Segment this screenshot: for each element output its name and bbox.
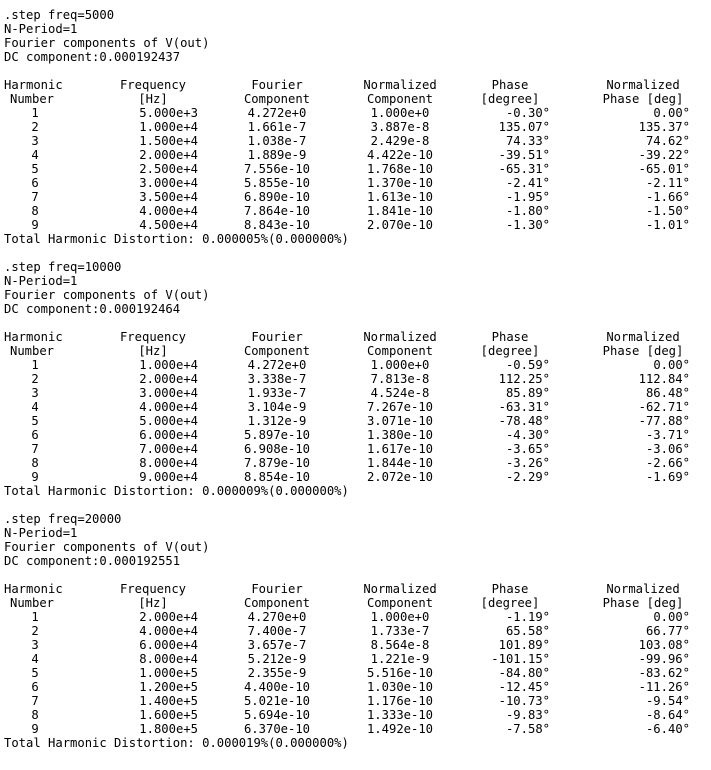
normalized-phase-value: 0.00° bbox=[653, 106, 690, 120]
normalized-component: 7.813e-8 bbox=[370, 372, 430, 386]
normalized-component: 1.613e-10 bbox=[366, 190, 434, 204]
normalized-phase-value: -65.01° bbox=[638, 162, 690, 176]
harmonic-number: 8 bbox=[31, 708, 39, 722]
col-fourier-subheader: Component bbox=[243, 596, 311, 610]
table-header-row-2 bbox=[0, 344, 711, 358]
table-row bbox=[0, 442, 711, 456]
table-row bbox=[0, 694, 711, 708]
frequency-value: 2.000e+4 bbox=[139, 372, 198, 386]
fourier-component: 3.657e-7 bbox=[247, 638, 307, 652]
table-row bbox=[0, 470, 711, 484]
fourier-component: 7.400e-7 bbox=[247, 624, 307, 638]
step-line: .step freq=20000 bbox=[4, 512, 122, 526]
fourier-run-block bbox=[0, 260, 711, 498]
harmonic-number: 9 bbox=[31, 218, 39, 232]
col-harmonic-header: Harmonic bbox=[4, 330, 63, 344]
normalized-component: 1.030e-10 bbox=[366, 680, 434, 694]
normalized-component: 1.844e-10 bbox=[366, 456, 434, 470]
phase-value: -0.30° bbox=[505, 106, 550, 120]
fourier-component: 6.370e-10 bbox=[243, 722, 311, 736]
col-norm-phase-subheader: Phase [deg] bbox=[602, 92, 684, 106]
col-norm-phase-subheader: Phase [deg] bbox=[602, 344, 684, 358]
frequency-value: 1.200e+5 bbox=[139, 680, 198, 694]
col-normalized-header: Normalized bbox=[363, 330, 437, 344]
frequency-value: 3.000e+4 bbox=[139, 386, 198, 400]
fourier-component: 1.312e-9 bbox=[247, 414, 307, 428]
harmonic-number: 4 bbox=[31, 400, 39, 414]
col-harmonic-subheader: Number bbox=[10, 344, 55, 358]
normalized-component: 1.333e-10 bbox=[366, 708, 434, 722]
table-row bbox=[0, 638, 711, 652]
col-norm-phase-header: Normalized bbox=[606, 78, 680, 92]
frequency-value: 4.000e+4 bbox=[139, 400, 198, 414]
col-norm-phase-subheader: Phase [deg] bbox=[602, 596, 684, 610]
table-row bbox=[0, 134, 711, 148]
col-harmonic-header: Harmonic bbox=[4, 582, 63, 596]
phase-value: -2.41° bbox=[505, 176, 550, 190]
table-row bbox=[0, 624, 711, 638]
fourier-component: 4.400e-10 bbox=[243, 680, 311, 694]
harmonic-number: 4 bbox=[31, 148, 39, 162]
frequency-value: 4.500e+4 bbox=[139, 218, 198, 232]
normalized-component: 7.267e-10 bbox=[366, 400, 434, 414]
phase-value: -65.31° bbox=[498, 162, 550, 176]
harmonic-number: 7 bbox=[31, 442, 39, 456]
normalized-phase-value: -77.88° bbox=[638, 414, 690, 428]
frequency-value: 1.400e+5 bbox=[139, 694, 198, 708]
phase-value: -0.59° bbox=[505, 358, 550, 372]
table-rows bbox=[0, 610, 711, 736]
col-norm-phase-header: Normalized bbox=[606, 582, 680, 596]
fourier-title: Fourier components of V(out) bbox=[4, 36, 210, 50]
normalized-phase-value: -3.06° bbox=[645, 442, 690, 456]
frequency-value: 1.500e+4 bbox=[139, 134, 198, 148]
normalized-component: 3.887e-8 bbox=[370, 120, 430, 134]
phase-value: -84.80° bbox=[498, 666, 550, 680]
harmonic-number: 6 bbox=[31, 428, 39, 442]
normalized-component: 1.380e-10 bbox=[366, 428, 434, 442]
normalized-component: 1.617e-10 bbox=[366, 442, 434, 456]
normalized-component: 1.000e+0 bbox=[370, 358, 430, 372]
col-normalized-header: Normalized bbox=[363, 582, 437, 596]
step-line: .step freq=5000 bbox=[4, 8, 115, 22]
table-rows bbox=[0, 106, 711, 232]
phase-value: -1.95° bbox=[505, 190, 550, 204]
thd-line: Total Harmonic Distortion: 0.000019%(0.000000%) bbox=[4, 736, 349, 750]
col-frequency-header: Frequency bbox=[119, 582, 187, 596]
frequency-value: 4.000e+4 bbox=[139, 624, 198, 638]
frequency-value: 8.000e+4 bbox=[139, 456, 198, 470]
col-frequency-subheader: [Hz] bbox=[138, 92, 168, 106]
col-fourier-header: Fourier bbox=[251, 330, 303, 344]
table-row bbox=[0, 708, 711, 722]
phase-value: -10.73° bbox=[498, 694, 550, 708]
normalized-component: 1.841e-10 bbox=[366, 204, 434, 218]
table-row bbox=[0, 190, 711, 204]
dc-component: DC component:0.000192464 bbox=[4, 302, 181, 316]
fourier-component: 4.272e+0 bbox=[247, 106, 307, 120]
col-normalized-subheader: Component bbox=[366, 344, 434, 358]
frequency-value: 2.500e+4 bbox=[139, 162, 198, 176]
normalized-phase-value: -1.66° bbox=[645, 190, 690, 204]
col-harmonic-subheader: Number bbox=[10, 92, 55, 106]
frequency-value: 2.000e+4 bbox=[139, 610, 198, 624]
phase-value: -9.83° bbox=[505, 708, 550, 722]
col-frequency-header: Frequency bbox=[119, 330, 187, 344]
step-line: .step freq=10000 bbox=[4, 260, 122, 274]
fourier-component: 7.556e-10 bbox=[243, 162, 311, 176]
table-header-row-2 bbox=[0, 92, 711, 106]
normalized-component: 1.221e-9 bbox=[370, 652, 430, 666]
col-fourier-subheader: Component bbox=[243, 344, 311, 358]
table-row bbox=[0, 148, 711, 162]
fourier-component: 5.855e-10 bbox=[243, 176, 311, 190]
normalized-component: 1.492e-10 bbox=[366, 722, 434, 736]
harmonic-number: 2 bbox=[31, 120, 39, 134]
harmonic-number: 7 bbox=[31, 694, 39, 708]
frequency-value: 4.000e+4 bbox=[139, 204, 198, 218]
normalized-component: 1.000e+0 bbox=[370, 106, 430, 120]
fourier-run-block bbox=[0, 8, 711, 246]
normalized-component: 1.768e-10 bbox=[366, 162, 434, 176]
normalized-phase-value: -2.11° bbox=[645, 176, 690, 190]
frequency-value: 3.500e+4 bbox=[139, 190, 198, 204]
col-phase-header: Phase bbox=[491, 78, 529, 92]
fourier-component: 1.038e-7 bbox=[247, 134, 307, 148]
phase-value: -3.65° bbox=[505, 442, 550, 456]
col-phase-header: Phase bbox=[491, 330, 529, 344]
normalized-component: 2.070e-10 bbox=[366, 218, 434, 232]
normalized-component: 3.071e-10 bbox=[366, 414, 434, 428]
table-row bbox=[0, 358, 711, 372]
fourier-component: 7.879e-10 bbox=[243, 456, 311, 470]
normalized-phase-value: 112.84° bbox=[638, 372, 690, 386]
fourier-title: Fourier components of V(out) bbox=[4, 540, 210, 554]
col-frequency-subheader: [Hz] bbox=[138, 596, 168, 610]
col-harmonic-subheader: Number bbox=[10, 596, 55, 610]
normalized-phase-value: 0.00° bbox=[653, 610, 690, 624]
fourier-component: 5.897e-10 bbox=[243, 428, 311, 442]
normalized-component: 1.176e-10 bbox=[366, 694, 434, 708]
frequency-value: 1.000e+4 bbox=[139, 120, 198, 134]
fourier-component: 1.889e-9 bbox=[247, 148, 307, 162]
period-line: N-Period=1 bbox=[4, 22, 78, 36]
table-row bbox=[0, 400, 711, 414]
harmonic-number: 8 bbox=[31, 204, 39, 218]
phase-value: -1.19° bbox=[505, 610, 550, 624]
phase-value: -12.45° bbox=[498, 680, 550, 694]
harmonic-number: 9 bbox=[31, 470, 39, 484]
phase-value: -1.80° bbox=[505, 204, 550, 218]
col-normalized-subheader: Component bbox=[366, 596, 434, 610]
frequency-value: 7.000e+4 bbox=[139, 442, 198, 456]
table-row bbox=[0, 106, 711, 120]
col-fourier-header: Fourier bbox=[251, 78, 303, 92]
harmonic-number: 8 bbox=[31, 456, 39, 470]
fourier-component: 6.890e-10 bbox=[243, 190, 311, 204]
phase-value: 85.89° bbox=[505, 386, 550, 400]
table-row bbox=[0, 666, 711, 680]
normalized-phase-value: -1.50° bbox=[645, 204, 690, 218]
frequency-value: 1.000e+5 bbox=[139, 666, 198, 680]
table-header-row-2 bbox=[0, 596, 711, 610]
normalized-phase-value: -99.96° bbox=[638, 652, 690, 666]
harmonic-number: 1 bbox=[31, 610, 39, 624]
harmonic-number: 1 bbox=[31, 358, 39, 372]
fourier-component: 8.843e-10 bbox=[243, 218, 311, 232]
phase-value: -4.30° bbox=[505, 428, 550, 442]
normalized-phase-value: -39.22° bbox=[638, 148, 690, 162]
table-row bbox=[0, 722, 711, 736]
phase-value: 74.33° bbox=[505, 134, 550, 148]
normalized-component: 4.524e-8 bbox=[370, 386, 430, 400]
normalized-phase-value: -2.66° bbox=[645, 456, 690, 470]
col-frequency-subheader: [Hz] bbox=[138, 344, 168, 358]
table-header-row-1 bbox=[0, 330, 711, 344]
fourier-component: 4.272e+0 bbox=[247, 358, 307, 372]
col-harmonic-header: Harmonic bbox=[4, 78, 63, 92]
table-rows bbox=[0, 358, 711, 484]
frequency-value: 5.000e+3 bbox=[139, 106, 198, 120]
fourier-component: 2.355e-9 bbox=[247, 666, 307, 680]
phase-value: 101.89° bbox=[498, 638, 550, 652]
harmonic-number: 1 bbox=[31, 106, 39, 120]
frequency-value: 1.600e+5 bbox=[139, 708, 198, 722]
harmonic-number: 7 bbox=[31, 190, 39, 204]
harmonic-number: 5 bbox=[31, 666, 39, 680]
normalized-phase-value: -11.26° bbox=[638, 680, 690, 694]
period-line: N-Period=1 bbox=[4, 526, 78, 540]
phase-value: -2.29° bbox=[505, 470, 550, 484]
phase-value: -1.30° bbox=[505, 218, 550, 232]
thd-line: Total Harmonic Distortion: 0.000009%(0.000000%) bbox=[4, 484, 349, 498]
dc-component: DC component:0.000192551 bbox=[4, 554, 181, 568]
normalized-phase-value: -8.64° bbox=[645, 708, 690, 722]
fourier-component: 7.864e-10 bbox=[243, 204, 311, 218]
period-line: N-Period=1 bbox=[4, 274, 78, 288]
fourier-run-block bbox=[0, 512, 711, 750]
fourier-component: 3.338e-7 bbox=[247, 372, 307, 386]
normalized-component: 1.733e-7 bbox=[370, 624, 430, 638]
normalized-component: 1.000e+0 bbox=[370, 610, 430, 624]
table-row bbox=[0, 428, 711, 442]
harmonic-number: 6 bbox=[31, 680, 39, 694]
table-header-row-1 bbox=[0, 78, 711, 92]
col-normalized-subheader: Component bbox=[366, 92, 434, 106]
normalized-phase-value: -62.71° bbox=[638, 400, 690, 414]
phase-value: -3.26° bbox=[505, 456, 550, 470]
normalized-component: 4.422e-10 bbox=[366, 148, 434, 162]
normalized-phase-value: -1.01° bbox=[645, 218, 690, 232]
normalized-phase-value: 135.37° bbox=[638, 120, 690, 134]
col-fourier-subheader: Component bbox=[243, 92, 311, 106]
col-phase-subheader: [degree] bbox=[480, 344, 540, 358]
harmonic-number: 2 bbox=[31, 372, 39, 386]
table-row bbox=[0, 680, 711, 694]
table-header-row-1 bbox=[0, 582, 711, 596]
phase-value: 135.07° bbox=[498, 120, 550, 134]
harmonic-number: 6 bbox=[31, 176, 39, 190]
phase-value: -7.58° bbox=[505, 722, 550, 736]
harmonic-number: 3 bbox=[31, 638, 39, 652]
fourier-component: 5.021e-10 bbox=[243, 694, 311, 708]
normalized-component: 5.516e-10 bbox=[366, 666, 434, 680]
normalized-phase-value: -1.69° bbox=[645, 470, 690, 484]
table-row bbox=[0, 204, 711, 218]
normalized-component: 1.370e-10 bbox=[366, 176, 434, 190]
harmonic-number: 3 bbox=[31, 386, 39, 400]
table-row bbox=[0, 120, 711, 134]
table-row bbox=[0, 372, 711, 386]
normalized-phase-value: -6.40° bbox=[645, 722, 690, 736]
col-phase-subheader: [degree] bbox=[480, 596, 540, 610]
col-phase-subheader: [degree] bbox=[480, 92, 540, 106]
table-row bbox=[0, 386, 711, 400]
col-frequency-header: Frequency bbox=[119, 78, 187, 92]
table-row bbox=[0, 652, 711, 666]
harmonic-number: 3 bbox=[31, 134, 39, 148]
normalized-phase-value: 103.08° bbox=[638, 638, 690, 652]
harmonic-number: 4 bbox=[31, 652, 39, 666]
harmonic-number: 9 bbox=[31, 722, 39, 736]
fourier-component: 4.270e+0 bbox=[247, 610, 307, 624]
frequency-value: 2.000e+4 bbox=[139, 148, 198, 162]
normalized-component: 2.072e-10 bbox=[366, 470, 434, 484]
frequency-value: 6.000e+4 bbox=[139, 428, 198, 442]
normalized-component: 8.564e-8 bbox=[370, 638, 430, 652]
col-fourier-header: Fourier bbox=[251, 582, 303, 596]
col-normalized-header: Normalized bbox=[363, 78, 437, 92]
table-row bbox=[0, 162, 711, 176]
table-row bbox=[0, 176, 711, 190]
normalized-phase-value: -9.54° bbox=[645, 694, 690, 708]
phase-value: 112.25° bbox=[498, 372, 550, 386]
phase-value: -78.48° bbox=[498, 414, 550, 428]
table-row bbox=[0, 610, 711, 624]
table-row bbox=[0, 456, 711, 470]
harmonic-number: 5 bbox=[31, 162, 39, 176]
frequency-value: 9.000e+4 bbox=[139, 470, 198, 484]
normalized-phase-value: -3.71° bbox=[645, 428, 690, 442]
fourier-component: 6.908e-10 bbox=[243, 442, 311, 456]
table-row bbox=[0, 218, 711, 232]
normalized-phase-value: 74.62° bbox=[645, 134, 690, 148]
normalized-component: 2.429e-8 bbox=[370, 134, 430, 148]
fourier-component: 5.212e-9 bbox=[247, 652, 307, 666]
frequency-value: 1.800e+5 bbox=[139, 722, 198, 736]
frequency-value: 3.000e+4 bbox=[139, 176, 198, 190]
phase-value: -63.31° bbox=[498, 400, 550, 414]
frequency-value: 8.000e+4 bbox=[139, 652, 198, 666]
normalized-phase-value: 66.77° bbox=[645, 624, 690, 638]
fourier-component: 5.694e-10 bbox=[243, 708, 311, 722]
normalized-phase-value: 86.48° bbox=[645, 386, 690, 400]
fourier-component: 1.933e-7 bbox=[247, 386, 307, 400]
harmonic-number: 2 bbox=[31, 624, 39, 638]
table-row bbox=[0, 414, 711, 428]
phase-value: -101.15° bbox=[491, 652, 550, 666]
fourier-component: 1.661e-7 bbox=[247, 120, 307, 134]
thd-line: Total Harmonic Distortion: 0.000005%(0.000000%) bbox=[4, 232, 349, 246]
frequency-value: 6.000e+4 bbox=[139, 638, 198, 652]
col-phase-header: Phase bbox=[491, 582, 529, 596]
dc-component: DC component:0.000192437 bbox=[4, 50, 181, 64]
fourier-title: Fourier components of V(out) bbox=[4, 288, 210, 302]
frequency-value: 1.000e+4 bbox=[139, 358, 198, 372]
phase-value: 65.58° bbox=[505, 624, 550, 638]
fourier-component: 3.104e-9 bbox=[247, 400, 307, 414]
phase-value: -39.51° bbox=[498, 148, 550, 162]
normalized-phase-value: -83.62° bbox=[638, 666, 690, 680]
col-norm-phase-header: Normalized bbox=[606, 330, 680, 344]
harmonic-number: 5 bbox=[31, 414, 39, 428]
fourier-component: 8.854e-10 bbox=[243, 470, 311, 484]
frequency-value: 5.000e+4 bbox=[139, 414, 198, 428]
normalized-phase-value: 0.00° bbox=[653, 358, 690, 372]
